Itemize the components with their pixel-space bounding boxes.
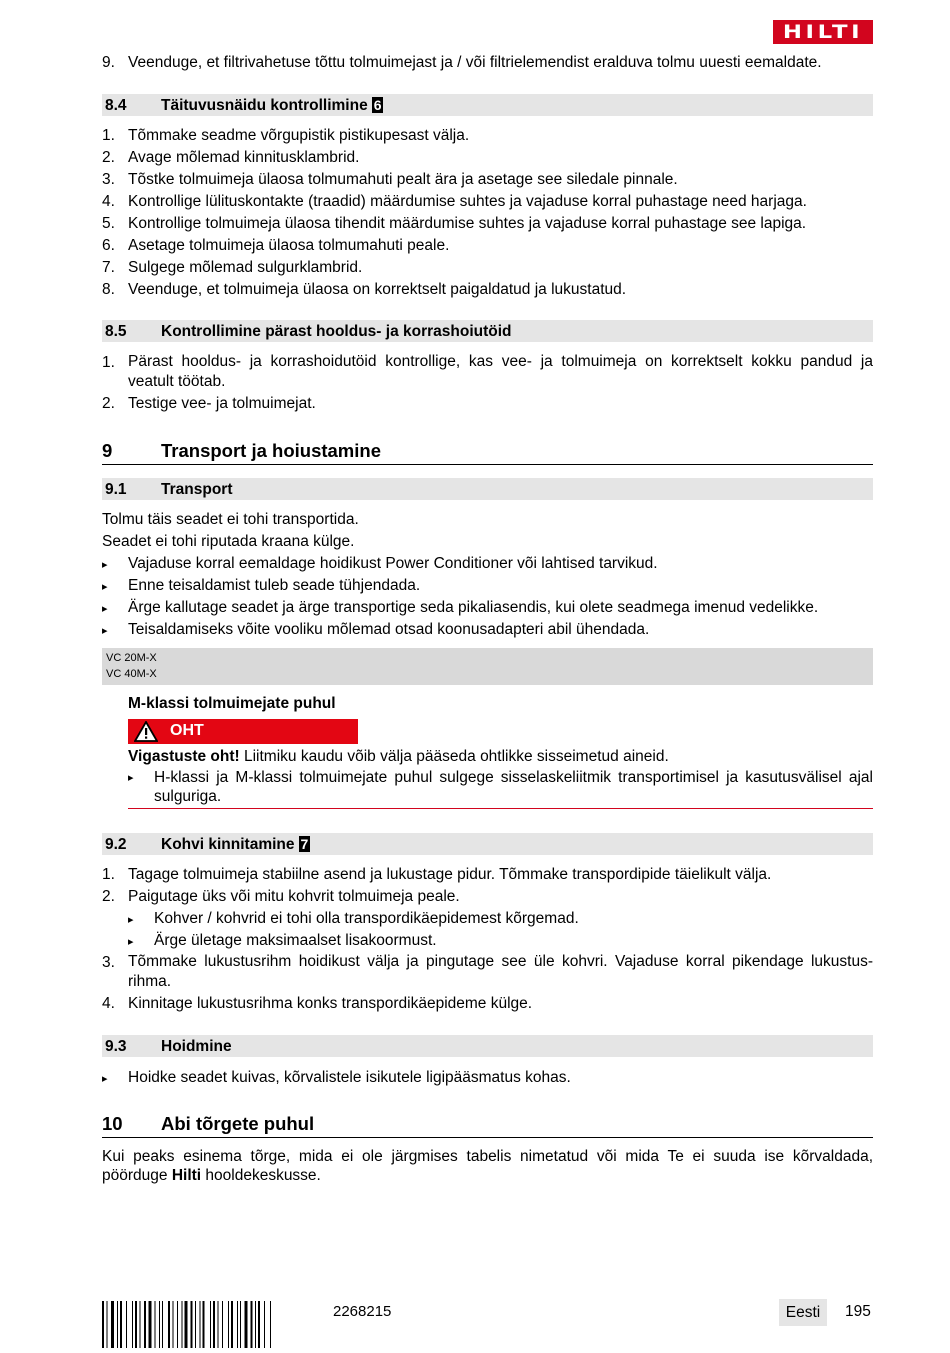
- section-heading-8-5: 8.5 Kontrollimine pärast hooldus- ja korrashoiutöid: [102, 320, 873, 342]
- section-heading-9-3: 9.3 Hoidmine: [102, 1035, 873, 1057]
- section-heading-9-2: 9.2 Kohvi kinnitamine 7: [102, 833, 873, 855]
- model-label: VC 40M-X: [106, 668, 157, 680]
- bullet-icon: ▸: [102, 559, 108, 571]
- bullet-icon: ▸: [102, 1073, 108, 1085]
- list-item: 2. Testige vee- ja tolmuimejat.: [102, 395, 316, 412]
- danger-banner: OHT: [128, 719, 358, 744]
- page-number: 195: [845, 1303, 871, 1320]
- warning-divider: [128, 808, 873, 809]
- barcode: [102, 1301, 312, 1348]
- language-tab: Eesti: [779, 1299, 827, 1326]
- list-item: 4. Kontrollige lülituskontakte (traadid) määrdumise suhtes ja vajaduse korral puhastage need harjaga.: [102, 193, 807, 210]
- list-item: 2. Paigutage üks või mitu kohvrit tolmuimeja peale.: [102, 888, 460, 905]
- bullet-icon: ▸: [128, 772, 134, 784]
- sub-bullet: ▸ Ärge ületage maksimaalset lisakoormust.: [128, 930, 437, 953]
- list-item: 3. Tõstke tolmuimeja ülaosa tolmumahuti pealt ära ja asetage see siledale pinnale.: [102, 171, 678, 188]
- figure-ref-badge: 7: [300, 836, 309, 852]
- warning-triangle-icon: [134, 721, 158, 747]
- bullet-icon: ▸: [128, 936, 134, 948]
- paragraph-continued: pöörduge Hilti hooldekeskusse.: [102, 1167, 321, 1184]
- bullet-item: ▸ Teisaldamiseks võite vooliku mõlemad otsad koonusadapteri abil ühendada.: [102, 619, 873, 642]
- hilti-logo: HILTI: [773, 20, 873, 44]
- chapter-heading-9: 9 Transport ja hoiustamine: [102, 440, 873, 465]
- bullet-icon: ▸: [128, 914, 134, 926]
- paragraph: Seadet ei tohi riputada kraana külge.: [102, 533, 355, 550]
- subheading: M-klassi tolmuimejate puhul: [128, 695, 336, 712]
- paragraph: Kui peaks esinema tõrge, mida ei ole järgmises tabelis nimetatud või mida Te ei suuda ise kõrvaldada,: [102, 1148, 873, 1165]
- list-item: 8. Veenduge, et tolmuimeja ülaosa on korrektselt paigaldatud ja lukustatud.: [102, 281, 627, 298]
- document-number: 2268215: [333, 1303, 392, 1320]
- list-item: Pärast hooldus- ja korrashoidutöid kontrollige, kas vee- ja tolmuimeja on korrektselt kokku pandud ja: [128, 353, 873, 370]
- bullet-icon: ▸: [102, 581, 108, 593]
- chapter-heading-10: 10 Abi tõrgete puhul: [102, 1113, 873, 1138]
- bullet-item: ▸ Ärge kallutage seadet ja ärge transportige seda pikaliasendis, kui olete seadmega imenud vedelikke.: [102, 597, 873, 620]
- bullet-icon: ▸: [102, 625, 108, 637]
- model-applicability-bar: [102, 648, 873, 685]
- section-heading-8-4: 8.4 Täituvusnäidu kontrollimine 6: [102, 94, 873, 116]
- sub-bullet: ▸ Kohver / kohvrid ei tohi olla transpordikäepidemest kõrgemad.: [128, 908, 579, 931]
- list-item: 7. Sulgege mõlemad sulgurklambrid.: [102, 259, 363, 276]
- warning-text: Vigastuste oht! Liitmiku kaudu võib välja pääseda ohtlikke sisseimetud aineid.: [128, 748, 669, 765]
- bullet-item: ▸ Enne teisaldamist tuleb seade tühjendada.: [102, 575, 873, 598]
- list-item: 4. Kinnitage lukustusrihma konks transpordikäepideme külge.: [102, 995, 533, 1012]
- model-label: VC 20M-X: [106, 652, 157, 664]
- list-item: 9. Veenduge, et filtrivahetuse tõttu tolmuimejast ja / või filtrielemendist eralduva tolmu uuesti eemaldate.: [102, 54, 822, 71]
- list-item: 6. Asetage tolmuimeja ülaosa tolmumahuti peale.: [102, 237, 450, 254]
- list-item: 2. Avage mõlemad kinnitusklambrid.: [102, 149, 360, 166]
- warning-bullet-continued: sulguriga.: [154, 788, 222, 805]
- list-number: 3.: [102, 954, 115, 971]
- paragraph: Tolmu täis seadet ei tohi transportida.: [102, 511, 359, 528]
- list-item: 5. Kontrollige tolmuimeja ülaosa tihendit määrdumise suhtes ja vajaduse korral puhastage see lapiga.: [102, 215, 807, 232]
- bullet-item: ▸ Vajaduse korral eemaldage hoidikust Power Conditioner või lahtised tarvikud.: [102, 553, 873, 576]
- list-item-continued: veatult töötab.: [128, 373, 226, 390]
- list-item: 1. Tõmmake seadme võrgupistik pistikupesast välja.: [102, 127, 470, 144]
- section-heading-9-1: 9.1 Transport: [102, 478, 873, 500]
- warning-bullet: H-klassi ja M-klassi tolmuimejate puhul sulgege sisselaskeliitmik transportimisel ja kasutusvälisel ajal: [154, 769, 873, 786]
- list-item: 1. Tagage tolmuimeja stabiilne asend ja lukustage pidur. Tõmmake transpordipide täielikult välja.: [102, 866, 772, 883]
- list-number: 1.: [102, 354, 115, 371]
- figure-ref-badge: 6: [373, 97, 382, 113]
- list-item: Tõmmake lukustusrihm hoidikust välja ja pingutage see üle kohvri. Vajaduse korral pikendage lukustus-: [128, 953, 873, 970]
- list-item-continued: rihma.: [128, 973, 172, 990]
- bullet-item: ▸ Hoidke seadet kuivas, kõrvalistele isikutele ligipääsmatus kohas.: [102, 1067, 873, 1090]
- bullet-icon: ▸: [102, 603, 108, 615]
